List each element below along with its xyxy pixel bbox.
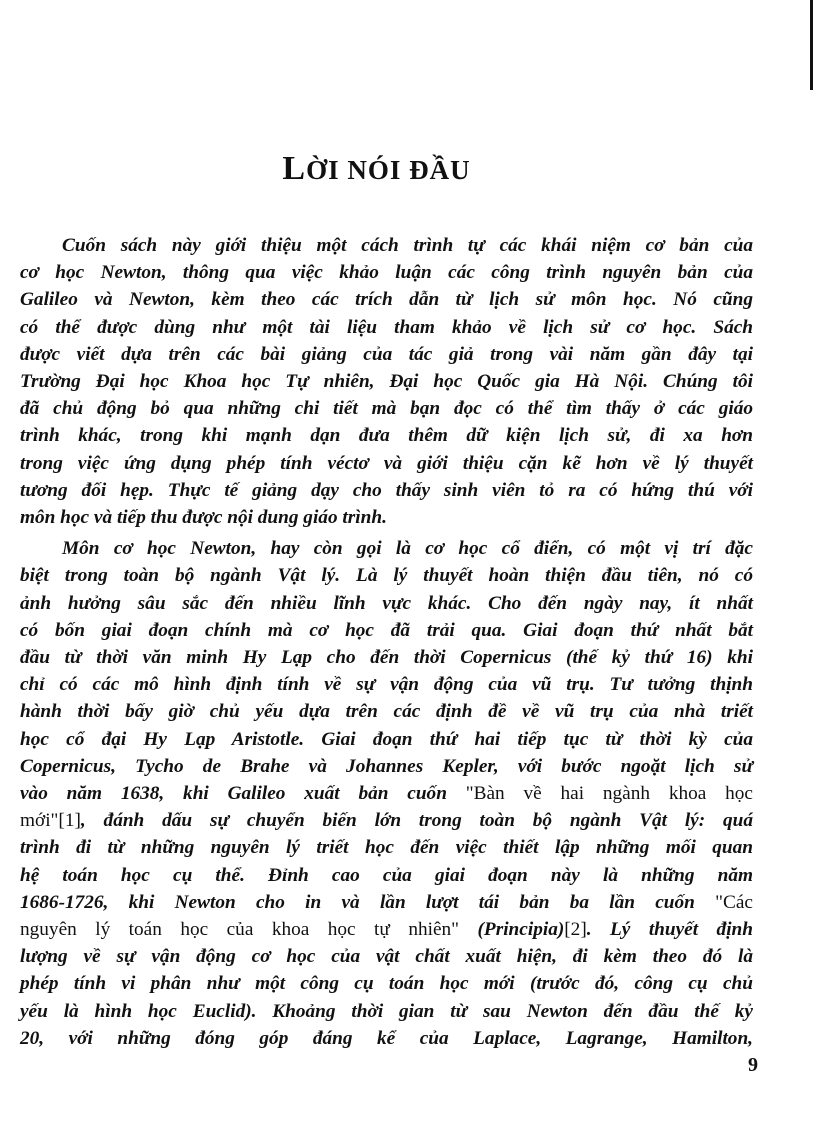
text-segment: (Principia) xyxy=(477,919,565,941)
text-line: chỉ có các mô hình định tính về sự vận động của vũ trụ. Tư tưởng thịnh xyxy=(20,674,753,696)
text-line: biệt trong toàn bộ ngành Vật lý. Là lý thuyết hoàn thiện đầu tiên, nó có xyxy=(20,565,753,587)
text-segment: , đánh dấu sự chuyển biến lớn trong toàn bộ ngành Vật lý: quá xyxy=(80,810,753,832)
citation: mới"[1] xyxy=(20,810,81,832)
text-segment: 1686-1726, khi Newton cho in và lần lượt tái bản ba lần cuốn xyxy=(20,891,716,913)
text-line: môn học và tiếp thu được nội dung giáo trình. xyxy=(20,507,387,529)
text-line: trình đi từ những nguyên lý triết học đến việc thiết lập những mối quan xyxy=(20,837,753,859)
text-line xyxy=(20,916,753,943)
text-line: Galileo và Newton, kèm theo các trích dẫn từ lịch sử môn học. Nó cũng xyxy=(20,289,753,311)
quoted-title: nguyên lý toán học của khoa học tự nhiên" xyxy=(20,919,478,941)
text-line: ảnh hưởng sâu sắc đến nhiều lĩnh vực khác. Cho đến ngày nay, ít nhất xyxy=(20,592,753,614)
text-line: yếu là hình học Euclid). Khoảng thời gian từ sau Newton đến đầu thế kỷ xyxy=(20,1000,753,1022)
text-line: hành thời bấy giờ chủ yếu dựa trên các định đề về vũ trụ của nhà triết xyxy=(20,701,753,723)
citation: [2] xyxy=(564,919,587,941)
text-line: trong việc ứng dụng phép tính véctơ và giới thiệu cặn kẽ hơn về lý thuyết xyxy=(20,452,753,474)
quoted-title: "Các xyxy=(715,891,753,913)
text-line: lượng về sự vận động cơ học của vật chất xuất hiện, đi kèm theo đó là xyxy=(20,946,753,968)
text-line: tương đối hẹp. Thực tế giảng dạy cho thấy sinh viên tỏ ra có hứng thú với xyxy=(20,479,753,501)
page-edge-bar xyxy=(810,0,813,90)
title-rest: ỜI NÓI ĐẦU xyxy=(306,155,471,185)
text-line: được viết dựa trên các bài giảng của tác giả trong vài năm gần đây tại xyxy=(20,343,753,365)
text-line: có bốn giai đoạn chính mà cơ học đã trải qua. Giai đoạn thứ nhất bắt xyxy=(20,619,753,641)
quoted-title: "Bàn về hai ngành khoa học xyxy=(465,783,753,805)
text-line xyxy=(20,889,753,916)
text-line: 20, với những đóng góp đáng kể của Laplace, Lagrange, Hamilton, xyxy=(20,1027,753,1049)
page-number: 9 xyxy=(748,1054,758,1076)
text-segment: . Lý thuyết định xyxy=(586,919,753,941)
text-line: trình khác, trong khi mạnh dạn đưa thêm dữ kiện lịch sử, đi xa hơn xyxy=(20,425,753,447)
text-segment: vào năm 1638, khi Galileo xuất bản cuốn xyxy=(20,783,466,805)
text-line: có thể được dùng như một tài liệu tham khảo về lịch sử cơ học. Sách xyxy=(20,316,753,338)
text-line: phép tính vi phân như một công cụ toán học mới (trước đó, công cụ chủ xyxy=(20,973,753,995)
text-line: cơ học Newton, thông qua việc khảo luận các công trình nguyên bản của xyxy=(20,262,753,284)
text-line: đầu từ thời văn minh Hy Lạp cho đến thời Copernicus (thế kỷ thứ 16) khi xyxy=(20,647,753,669)
text-line: Cuốn sách này giới thiệu một cách trình tự các khái niệm cơ bản của xyxy=(62,235,753,256)
text-line xyxy=(20,807,753,834)
title-initial: L xyxy=(282,150,307,187)
text-line: Trường Đại học Khoa học Tự nhiên, Đại học Quốc gia Hà Nội. Chúng tôi xyxy=(20,371,753,393)
text-line: Copernicus, Tycho de Brahe và Johannes Kepler, với bước ngoặt lịch sử xyxy=(20,755,753,777)
text-line xyxy=(20,780,753,807)
text-line: học cổ đại Hy Lạp Aristotle. Giai đoạn thứ hai tiếp tục từ thời kỳ của xyxy=(20,728,753,750)
page-title xyxy=(0,150,753,188)
text-line: hệ toán học cụ thể. Đỉnh cao của giai đoạn này là những năm xyxy=(20,864,753,886)
text-line: Môn cơ học Newton, hay còn gọi là cơ học cổ điển, có một vị trí đặc xyxy=(62,538,753,560)
body-text xyxy=(20,232,753,1052)
text-line: đã chủ động bỏ qua những chi tiết mà bạn đọc có thể tìm thấy ở các giáo xyxy=(20,398,753,420)
